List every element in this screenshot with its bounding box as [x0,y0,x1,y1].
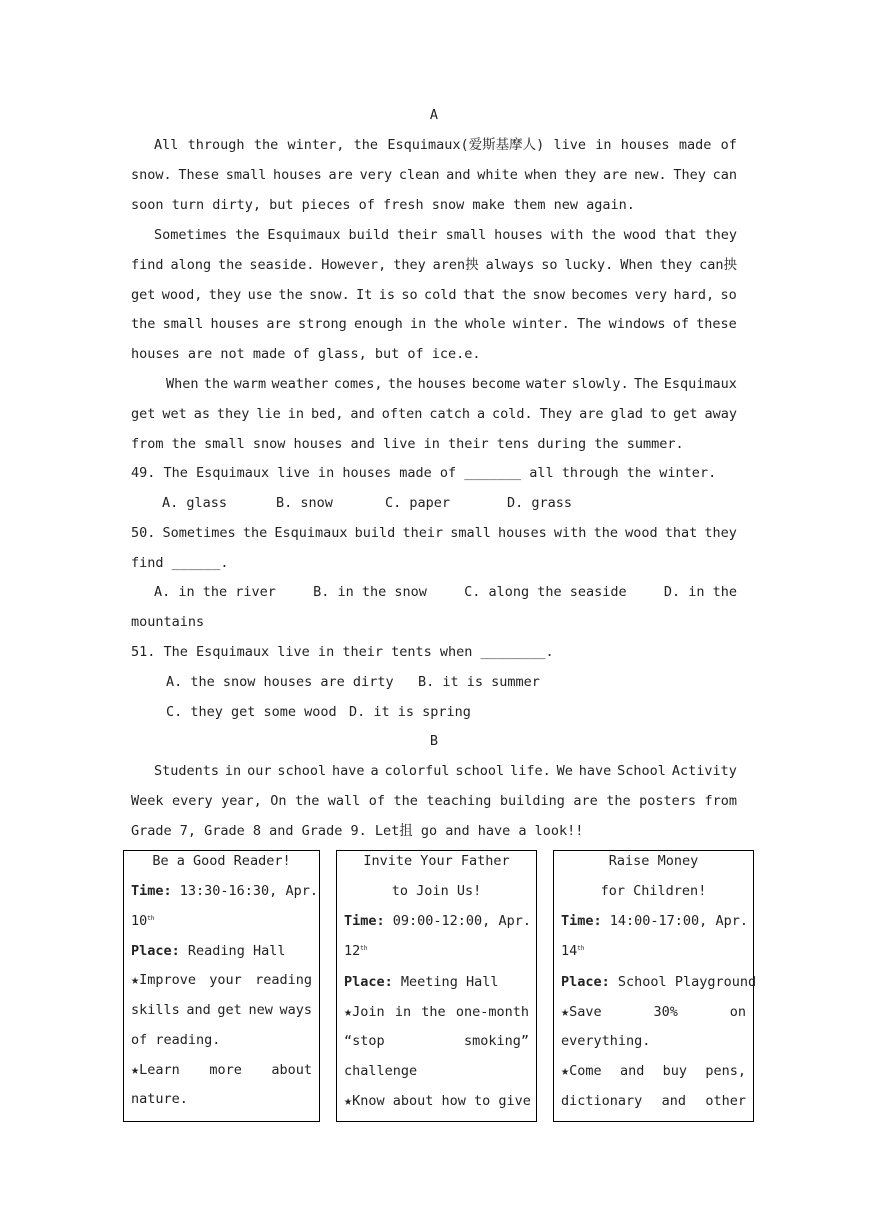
word: get [131,287,156,303]
word: houses [498,525,547,541]
word: they [563,167,597,183]
word: small [225,167,267,183]
poster-father-item1-line3: challenge [344,1063,418,1079]
word: that [664,227,697,243]
poster-father-time-label: Time: [344,913,385,929]
poster-raise-money-date-day: 14 [561,943,578,959]
word: ★Learn [131,1062,180,1078]
poster-father-title-line2: to Join Us! [391,883,482,899]
word: warm [233,376,267,392]
word: build [354,525,396,541]
word: slowly. [571,376,629,392]
question-50-option-a: A. in the river [154,584,276,600]
passage-b-intro-line3: Grade 7, Grade 8 and Grade 9. Let抯 go and have a look!! [131,823,584,839]
question-50-option-d: D. in the [663,584,737,600]
poster-father-place [344,973,498,991]
passage-a-p2-line1 [154,226,737,244]
passage-b-heading: B [429,733,439,749]
question-50-option-b: B. in the snow [313,584,427,600]
poster-raise-money-item1-line1 [561,1003,746,1021]
word: Esquimaux(爱斯基摩人) [387,137,545,153]
poster-father-date-day: 12 [344,943,361,959]
poster-raise-money-place-label: Place: [561,974,610,990]
word: It [356,287,373,303]
poster-father-item1-line2 [344,1032,529,1050]
word: Esquimaux [274,525,348,541]
word: the [353,137,379,153]
word: The [577,316,602,332]
word: wood, [161,287,203,303]
word: are [328,167,353,183]
word: a [476,406,486,422]
word: use [247,287,273,303]
poster-reader-place-label: Place: [131,943,180,959]
passage-a-p1-line3: soon turn dirty, but pieces of fresh snow make them new again. [131,197,635,213]
word: of [720,137,737,153]
word: houses [210,316,260,332]
poster-reader-item1-line2 [131,1001,312,1019]
word: Sometimes [154,227,228,243]
word: made [678,137,712,153]
word: in [394,1004,412,1020]
poster-father-date-suffix: th [360,945,368,952]
poster-father-item1-line1 [344,1003,529,1021]
word: our [247,763,272,779]
word: one-month [455,1004,529,1020]
word: the [203,376,229,392]
word: strong [298,316,347,332]
word: cold. [492,406,533,422]
word: is [378,287,396,303]
word: year, [221,793,262,809]
word: buy [662,1063,688,1079]
poster-reader-place [131,942,285,960]
word: the [242,525,268,541]
word: cold [424,287,457,303]
question-50-option-c: C. along the seaside [464,584,627,600]
word: in [409,316,427,332]
word: lucky. [564,257,614,273]
poster-reader-date-day: 10 [131,913,148,929]
word: winter. [512,316,570,332]
question-51-option-c: C. they get some wood [166,704,337,720]
word: They [673,167,706,183]
poster-reader-date-suffix: th [147,915,155,922]
word: that [664,525,698,541]
word: and [446,167,471,183]
word: the [235,227,260,243]
question-49-stem: 49. The Esquimaux live in houses made of _______ all through the winter. [131,465,717,481]
word: 50. [131,525,156,541]
question-49-option-d: D. grass [507,495,573,511]
word: so [401,287,418,303]
word: water [525,376,567,392]
word: the [591,227,616,243]
word: build [348,227,390,243]
word: glad [610,406,643,422]
word: catch [429,406,470,422]
poster-raise-money-place [561,973,756,991]
word: have [332,763,365,779]
word: they [704,227,737,243]
question-50-option-d-wrap: mountains [131,614,205,630]
word: pens, [705,1063,746,1079]
passage-a-p2-line2 [131,256,737,274]
word: small [162,316,204,332]
word: become [471,376,521,392]
question-50-stem-line1 [131,524,737,542]
word: wood [623,227,657,243]
passage-a-p1-line1 [154,136,737,154]
word: the [131,316,156,332]
word: they [704,525,737,541]
poster-reader-item2-line2: nature. [131,1091,188,1107]
word: On [270,793,287,809]
word: very [359,167,393,183]
word: new [248,1002,273,1018]
word: School [617,763,666,779]
poster-raise-money-item2-line1 [561,1062,746,1080]
word: new. [634,167,667,183]
word: Sometimes [162,525,236,541]
word: small [450,525,491,541]
word: building [499,793,565,809]
word: get [131,406,156,422]
word: more [209,1062,242,1078]
poster-raise-money-place-value: School Playground [617,974,757,990]
poster-raise-money-title-line1: Raise Money [608,853,699,869]
word: snow. [309,287,350,303]
word: in [595,137,612,153]
word: are [603,167,628,183]
word: away [704,406,737,422]
word: often [381,406,423,422]
word: are [573,793,598,809]
word: with [553,525,587,541]
word: houses [417,376,467,392]
word: a [370,763,379,779]
word: along [170,257,212,273]
word: Esquimaux [663,376,737,392]
poster-reader-item1-line3: of reading. [131,1032,221,1048]
poster-reader-time-label: Time: [131,883,172,899]
word: posters [639,793,696,809]
word: skills [131,1002,180,1018]
word: houses [273,167,322,183]
word: of [672,316,689,332]
word: winter, [287,137,345,153]
word: snow [532,287,566,303]
word: of [368,793,386,809]
word: wall [327,793,361,809]
word: the [294,793,320,809]
word: the [433,316,458,332]
poster-raise-money-item2-line2 [561,1092,746,1110]
word: and [619,1063,645,1079]
word: seaside. [249,257,315,273]
word: houses [620,137,670,153]
poster-reader-item2-line1 [131,1061,312,1079]
word: school [277,763,327,779]
word: enough [354,316,403,332]
word: that [462,287,496,303]
word: ways [279,1002,312,1018]
poster-father-time-value: 09:00-12:00, Apr. [392,913,531,929]
word: teaching [426,793,492,809]
word: in [287,406,304,422]
word: white [477,167,518,183]
word: through [187,137,245,153]
word: reading [255,972,312,988]
passage-a-heading: A [429,107,439,123]
question-50-options-row [154,583,737,601]
word: weather [271,376,329,392]
question-50-stem-line2: find ______. [131,555,229,571]
word: the [393,793,418,809]
word: about [271,1062,312,1078]
word: smoking” [463,1033,529,1049]
poster-father-place-value: Meeting Hall [400,974,499,990]
word: colorful [384,763,450,779]
passage-a-p2-line5: houses are not made of glass, but of ice.e. [131,346,481,362]
word: so [720,287,737,303]
poster-reader-date [131,912,155,930]
word: Week [131,793,164,809]
poster-father-time [344,912,531,930]
word: comes, [333,376,383,392]
word: they [208,287,242,303]
word: school [455,763,505,779]
word: dictionary [561,1093,643,1109]
word: the [278,287,303,303]
word: are [579,406,604,422]
word: These [178,167,219,183]
word: they [393,257,426,273]
word: the [253,137,279,153]
word: as [193,406,210,422]
word: “stop [344,1033,385,1049]
word: ★Improve [131,972,197,988]
question-51-option-a: A. the snow houses are dirty [166,674,394,690]
passage-a-p3-line3: from the small snow houses and live in their tens during the summer. [131,436,684,452]
word: always [485,257,535,273]
word: are [266,316,291,332]
word: the [501,287,527,303]
poster-raise-money-time-value: 14:00-17:00, Apr. [609,913,748,929]
word: lie [256,406,281,422]
poster-father-title-line1: Invite Your Father [363,853,510,869]
word: the [218,257,243,273]
word: can抰 [699,257,737,273]
word: clean [398,167,440,183]
poster-raise-money-item1-line2: everything. [561,1033,651,1049]
question-51-option-b: B. it is summer [418,674,540,690]
word: and [661,1093,687,1109]
word: their [402,525,444,541]
word: your [209,972,242,988]
word: They [539,406,573,422]
word: However, [321,257,387,273]
word: windows [608,316,666,332]
word: ★Save [561,1004,602,1020]
word: very [634,287,668,303]
poster-raise-money-time-label: Time: [561,913,602,929]
word: they [216,406,250,422]
poster-raise-money-date [561,942,585,960]
word: Activity [671,763,737,779]
word: wet [162,406,187,422]
word: bed, [310,406,344,422]
passage-a-p2-line3 [131,286,737,304]
word: the [606,793,631,809]
poster-reader-item1-line1 [131,971,312,989]
word: All [154,137,179,153]
word: live [553,137,586,153]
poster-father-place-label: Place: [344,974,393,990]
word: find [131,257,164,273]
word: the [387,376,413,392]
word: can [712,167,737,183]
poster-reader-title: Be a Good Reader! [152,853,291,869]
word: The [634,376,659,392]
question-51-stem: 51. The Esquimaux live in their tents when ________. [131,644,554,660]
word: get [217,1002,242,1018]
word: life. [510,763,551,779]
word: whole [465,316,506,332]
passage-a-p2-line4 [131,315,737,333]
word: When [166,376,199,392]
question-49-option-c: C. paper [385,495,451,511]
poster-raise-money-time [561,912,748,930]
word: houses [494,227,543,243]
poster-father-date [344,942,368,960]
poster-reader-time-value: 13:30-16:30, Apr. [179,883,318,899]
word: wood [625,525,658,541]
word: get [673,406,698,422]
word: their [397,227,438,243]
word: so [541,257,558,273]
word: Esquimaux [267,227,341,243]
word: hard, [673,287,715,303]
question-49-option-b: B. snow [276,495,333,511]
question-49-option-a: A. glass [162,495,228,511]
word: ★Come [561,1063,602,1079]
word: becomes [571,287,629,303]
word: and [350,406,375,422]
word: on [729,1004,746,1020]
word: with [550,227,584,243]
passage-a-p3-line1 [166,375,737,393]
poster-reader-time [131,882,318,900]
word: the [593,525,618,541]
word: when [524,167,558,183]
word: small [445,227,487,243]
word: have [578,763,612,779]
poster-father-item2-line1: ★Know about how to give [344,1093,531,1109]
word: 30% [653,1004,678,1020]
poster-raise-money-title-line2: for Children! [600,883,707,899]
word: When [620,257,653,273]
poster-reader-place-value: Reading Hall [187,943,286,959]
word: other [705,1093,746,1109]
word: these [696,316,737,332]
word: We [556,763,573,779]
passage-b-intro-line1 [154,762,737,780]
word: ★Join [344,1004,385,1020]
passage-a-p3-line2 [131,405,737,423]
word: aren抰 [432,257,479,273]
passage-b-intro-line2 [131,792,737,810]
word: every [171,793,213,809]
passage-a-p1-line2 [131,166,737,184]
word: snow. [131,167,172,183]
word: and [186,1002,211,1018]
word: they [659,257,693,273]
word: the [421,1004,446,1020]
poster-raise-money-date-suffix: th [577,945,585,952]
word: in [224,763,242,779]
question-51-option-d: D. it is spring [349,704,471,720]
word: from [704,793,737,809]
word: to [649,406,667,422]
word: Students [154,763,220,779]
